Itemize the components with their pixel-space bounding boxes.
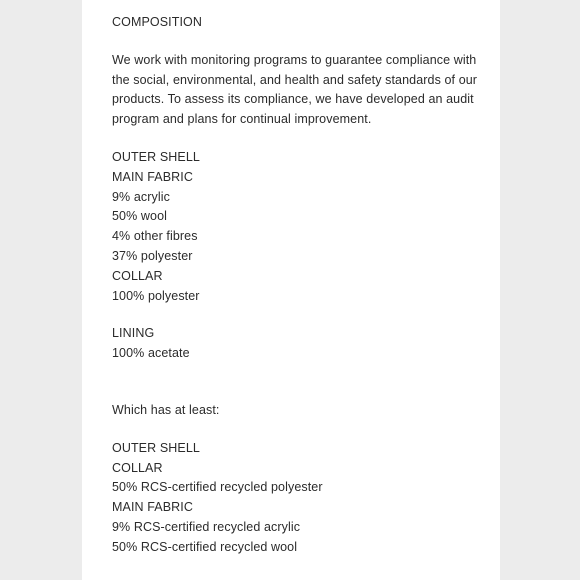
at-least-intro: Which has at least: (112, 402, 220, 417)
recycled-main-fabric-item: 9% RCS-certified recycled acrylic (112, 519, 301, 534)
recycled-collar-heading: COLLAR (112, 460, 163, 475)
right-margin (500, 0, 580, 580)
collar-heading: COLLAR (112, 268, 163, 283)
main-fabric-heading: MAIN FABRIC (112, 169, 193, 184)
lining-item: 100% acetate (112, 346, 190, 361)
main-fabric-item: 9% acrylic (112, 189, 170, 204)
composition-panel (82, 0, 500, 580)
left-margin (0, 0, 82, 580)
recycled-main-fabric-item: 50% RCS-certified recycled wool (112, 539, 298, 554)
recycled-collar-item: 50% RCS-certified recycled polyester (112, 480, 323, 495)
lining-heading: LINING (112, 326, 155, 341)
main-fabric-item: 37% polyester (112, 248, 193, 263)
collar-item: 100% polyester (112, 288, 200, 303)
composition-content (112, 13, 492, 558)
outer-shell-heading: OUTER SHELL (112, 149, 200, 164)
main-fabric-item: 4% other fibres (112, 229, 198, 244)
recycled-main-fabric-heading: MAIN FABRIC (112, 500, 193, 515)
recycled-outer-shell-heading: OUTER SHELL (112, 440, 200, 455)
composition-title: COMPOSITION (112, 15, 202, 29)
composition-intro: We work with monitoring programs to guarantee compliance with the social, environmental, and health and safety standards of our products. To assess its compliance, we have developed an audit program and plans for continual improvement. (112, 52, 478, 127)
main-fabric-item: 50% wool (112, 209, 167, 224)
